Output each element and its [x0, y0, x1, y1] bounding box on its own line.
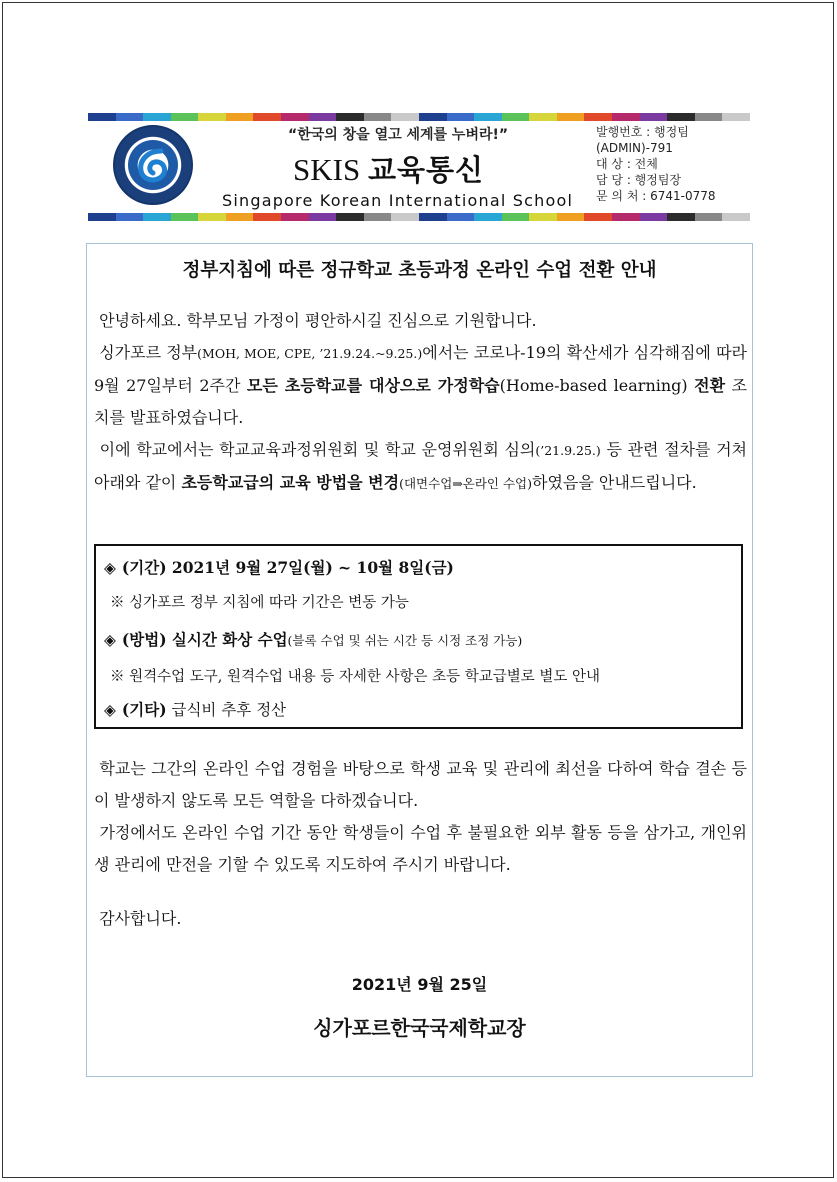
paragraph-request — [94, 817, 747, 881]
stripe-segment — [447, 113, 475, 121]
text-bold: 모든 초등학교를 대상으로 가정학습 — [246, 376, 500, 395]
stripe-segment — [116, 113, 144, 121]
period-text: (기간) 2021년 9월 27일(월) ~ 10월 8일(금) — [121, 558, 454, 577]
stripe-segment — [612, 213, 640, 221]
stripe-segment — [336, 113, 364, 121]
text: 하였음을 안내드립니다. — [531, 473, 697, 492]
period-note: ※ 싱가포르 정부 지침에 따라 기간은 변동 가능 — [110, 595, 409, 611]
stripe-segment — [529, 113, 557, 121]
text: 이에 학교에서는 학교교육과정위원회 및 학교 운영위원회 심의 — [99, 440, 536, 459]
contact-phone: 문 의 처 : 6741-0778 — [596, 189, 716, 203]
text-bold: 초등학교급의 교육 방법을 변경 — [181, 473, 400, 492]
stripe-segment — [143, 113, 171, 121]
stripe-segment — [309, 113, 337, 121]
stripe-segment — [640, 213, 668, 221]
stripe-segment — [364, 213, 392, 221]
document-title: 정부지침에 따른 정규학교 초등과정 온라인 수업 전환 안내 — [182, 260, 657, 281]
stripe-segment — [557, 213, 585, 221]
other-line — [104, 698, 286, 720]
stripe-segment — [281, 113, 309, 121]
stripe-segment — [667, 213, 695, 221]
diamond-bullet-icon: ◈ — [104, 701, 116, 719]
method-detail: (블록 수업 및 쉬는 시간 등 시정 조정 가능) — [287, 633, 523, 648]
newsletter-brand — [293, 148, 484, 189]
paragraph-announcement — [94, 337, 747, 434]
paragraph-greeting — [94, 305, 747, 337]
period-line — [104, 556, 454, 578]
stripe-segment — [309, 213, 337, 221]
stripe-segment — [198, 213, 226, 221]
issue-date: 2021년 9월 25일 — [351, 975, 488, 994]
stripe-segment — [143, 213, 171, 221]
stripe-segment — [722, 113, 750, 121]
method-note: ※ 원격수업 도구, 원격수업 내용 등 자세한 사항은 초등 학교급별로 별도 안내 — [110, 669, 601, 685]
text-small: (MOH, MOE, CPE, ’21.9.24.~9.25.) — [197, 346, 423, 361]
stripe-segment — [722, 213, 750, 221]
issue-number-value: (ADMIN)-791 — [596, 141, 673, 155]
stripe-segment — [198, 113, 226, 121]
header-color-stripe-bottom — [88, 213, 750, 221]
stripe-segment — [474, 113, 502, 121]
stripe-segment — [557, 113, 585, 121]
school-name-english: Singapore Korean International School — [222, 191, 574, 210]
text: 에서는 코로나-19의 확산세가 심각해짐에 따라 9월 27일부터 2주간 — [94, 343, 747, 395]
other-text: 급식비 추후 정산 — [166, 701, 287, 719]
stripe-segment — [88, 113, 116, 121]
brand-korean: 교육통신 — [367, 153, 485, 187]
school-logo-swirl-icon — [131, 143, 175, 187]
stripe-segment — [336, 213, 364, 221]
text: 가정에서도 온라인 수업 기간 동안 학생들이 수업 후 불필요한 외부 활동 등을 삼가고, 개인위생 관리에 만전을 기할 수 있도록 지도하여 주시기 바랍니다. — [94, 823, 747, 874]
issue-number-label: 발행번호 : 행정팀 — [596, 125, 689, 139]
stripe-segment — [281, 213, 309, 221]
method-text: (방법) 실시간 화상 수업 — [121, 630, 288, 649]
text-small: (’21.9.25.) — [535, 443, 601, 458]
signer: 싱가포르한국국제학교장 — [313, 1016, 526, 1040]
header-color-stripe-top — [88, 113, 750, 121]
stripe-segment — [667, 113, 695, 121]
stripe-segment — [502, 213, 530, 221]
stripe-segment — [226, 213, 254, 221]
stripe-segment — [226, 113, 254, 121]
paragraph-commitment — [94, 753, 747, 817]
stripe-segment — [419, 213, 447, 221]
diamond-bullet-icon: ◈ — [104, 559, 116, 577]
stripe-segment — [391, 213, 419, 221]
stripe-segment — [584, 113, 612, 121]
stripe-segment — [171, 213, 199, 221]
greeting-text: 안녕하세요. 학부모님 가정이 평안하시길 진심으로 기원합니다. — [99, 311, 537, 330]
text: (Home-based learning) — [499, 376, 695, 395]
other-label: (기타) — [121, 700, 167, 719]
audience: 대 상 : 전체 — [596, 157, 658, 171]
stripe-segment — [584, 213, 612, 221]
stripe-segment — [612, 113, 640, 121]
issue-meta — [596, 124, 716, 204]
stripe-segment — [364, 113, 392, 121]
stripe-segment — [447, 213, 475, 221]
stripe-segment — [253, 213, 281, 221]
method-line — [104, 628, 522, 650]
diamond-bullet-icon: ◈ — [104, 631, 116, 649]
stripe-segment — [419, 113, 447, 121]
stripe-segment — [695, 113, 723, 121]
stripe-segment — [695, 213, 723, 221]
stripe-segment — [529, 213, 557, 221]
text-bold: 전환 — [694, 376, 726, 395]
paragraph-decision — [94, 434, 747, 500]
stripe-segment — [391, 113, 419, 121]
brand-latin: SKIS — [293, 152, 361, 187]
text-small: (대면수업⇒온라인 수업) — [399, 476, 532, 491]
stripe-segment — [253, 113, 281, 121]
text: 학교는 그간의 온라인 수업 경험을 바탕으로 학생 교육 및 관리에 최선을 다하여 학습 결손 등이 발생하지 않도록 모든 역할을 다하겠습니다. — [94, 759, 748, 810]
text: 조치를 발표하였습니다. — [94, 376, 747, 427]
paragraph-thanks — [94, 903, 747, 935]
slogan: “한국의 창을 열고 세계를 누벼라!” — [288, 127, 509, 143]
stripe-segment — [502, 113, 530, 121]
stripe-segment — [88, 213, 116, 221]
stripe-segment — [116, 213, 144, 221]
text: 감사합니다. — [99, 909, 182, 928]
text: 싱가포르 정부 — [99, 343, 198, 362]
contact-person: 담 당 : 행정팀장 — [596, 173, 682, 187]
details-box — [94, 544, 743, 729]
stripe-segment — [640, 113, 668, 121]
stripe-segment — [171, 113, 199, 121]
text: 등 관련 절차를 거쳐 아래와 같이 — [94, 440, 748, 492]
stripe-segment — [474, 213, 502, 221]
